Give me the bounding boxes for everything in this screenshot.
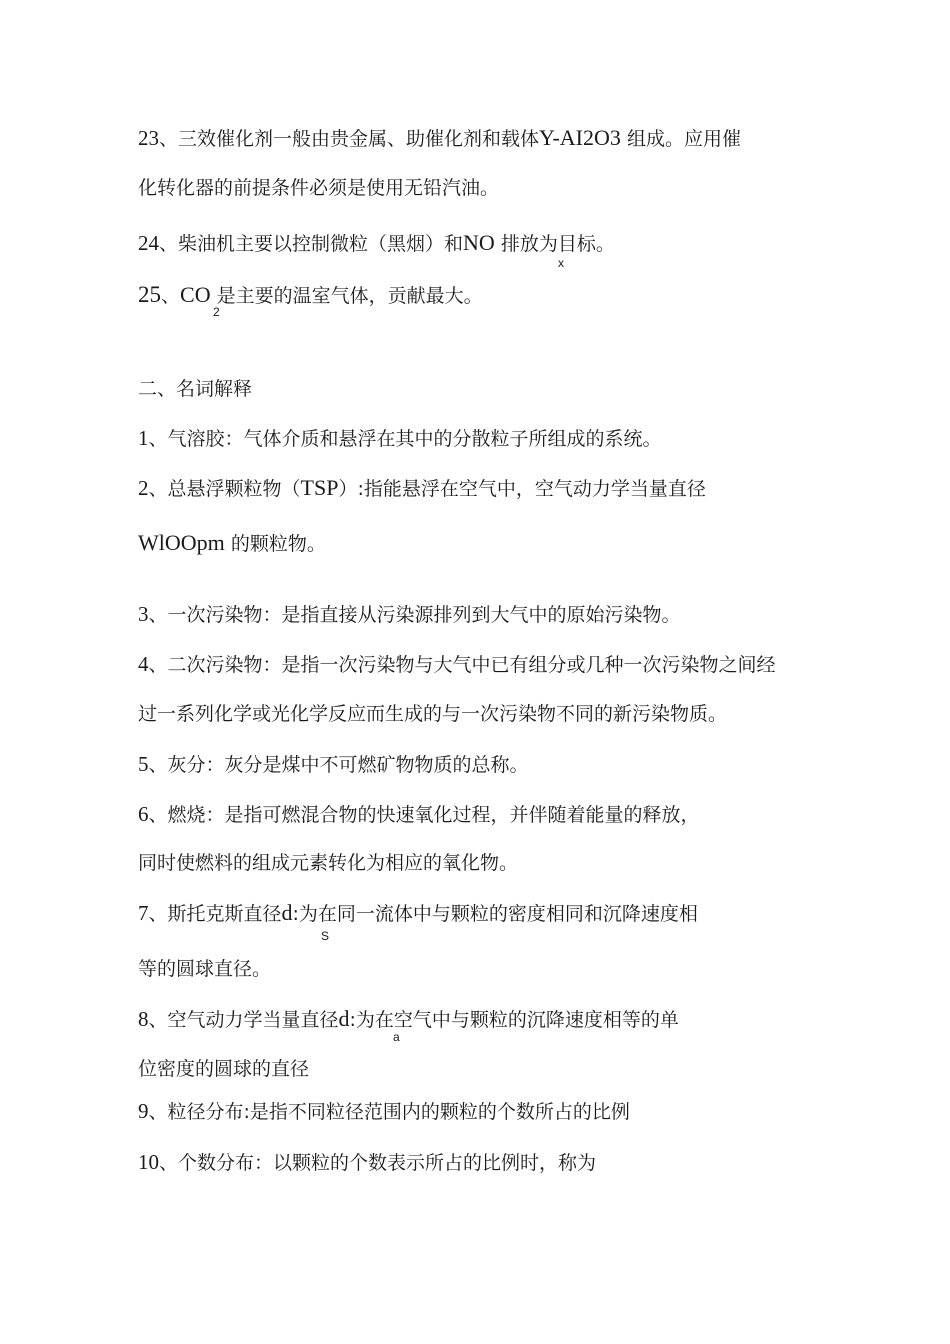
term-item-2-cont: WlOOpm 的颗粒物。 [138, 530, 326, 555]
term-item-9: 9、粒径分布:是指不同粒径范围内的颗粒的个数所占的比例 [138, 1099, 630, 1123]
term-item-8: 8、空气动力学当量直径d:为在空气中与颗粒的沉降速度相等的单 [138, 1006, 679, 1031]
line-item-25: 25、CO 是主要的温室气体，贡献最大。 [138, 282, 483, 307]
term-item-7: 7、斯托克斯直径d:为在同一流体中与颗粒的密度相同和沉降速度相 [138, 900, 698, 925]
line-item-23: 23、三效催化剂一般由贵金属、助催化剂和载体Y-AI2O3 组成。应用催 [138, 125, 741, 150]
term-item-2: 2、总悬浮颗粒物（TSP）:指能悬浮在空气中，空气动力学当量直径 [138, 475, 706, 500]
term-item-5: 5、灰分：灰分是煤中不可燃矿物物质的总称。 [138, 752, 529, 776]
term-item-6-cont: 同时使燃料的组成元素转化为相应的氧化物。 [138, 852, 519, 874]
subscript-2: 2 [213, 305, 220, 319]
term-item-6: 6、燃烧：是指可燃混合物的快速氧化过程，并伴随着能量的释放， [138, 802, 700, 826]
term-item-4: 4、二次污染物：是指一次污染物与大气中已有组分或几种一次污染物之间经 [138, 652, 776, 676]
term-item-4-cont: 过一系列化学或光化学反应而生成的与一次污染物不同的新污染物质。 [138, 703, 728, 725]
term-item-8-cont: 位密度的圆球的直径 [138, 1058, 310, 1080]
term-item-1: 1、气溶胶：气体介质和悬浮在其中的分散粒子所组成的系统。 [138, 426, 662, 450]
section-heading: 二、名词解释 [138, 378, 253, 400]
line-item-24: 24、柴油机主要以控制微粒（黑烟）和NO 排放为目标。 [138, 230, 615, 255]
term-item-3: 3、一次污染物：是指直接从污染源排列到大气中的原始污染物。 [138, 602, 681, 626]
line-item-23-cont: 化转化器的前提条件必须是使用无铅汽油。 [138, 177, 500, 199]
term-item-7-cont: 等的圆球直径。 [138, 958, 272, 980]
subscript-s: S [321, 929, 330, 943]
term-item-10: 10、个数分布：以颗粒的个数表示所占的比例时，称为 [138, 1150, 597, 1174]
subscript-x: x [558, 256, 564, 270]
subscript-a: a [393, 1030, 400, 1044]
